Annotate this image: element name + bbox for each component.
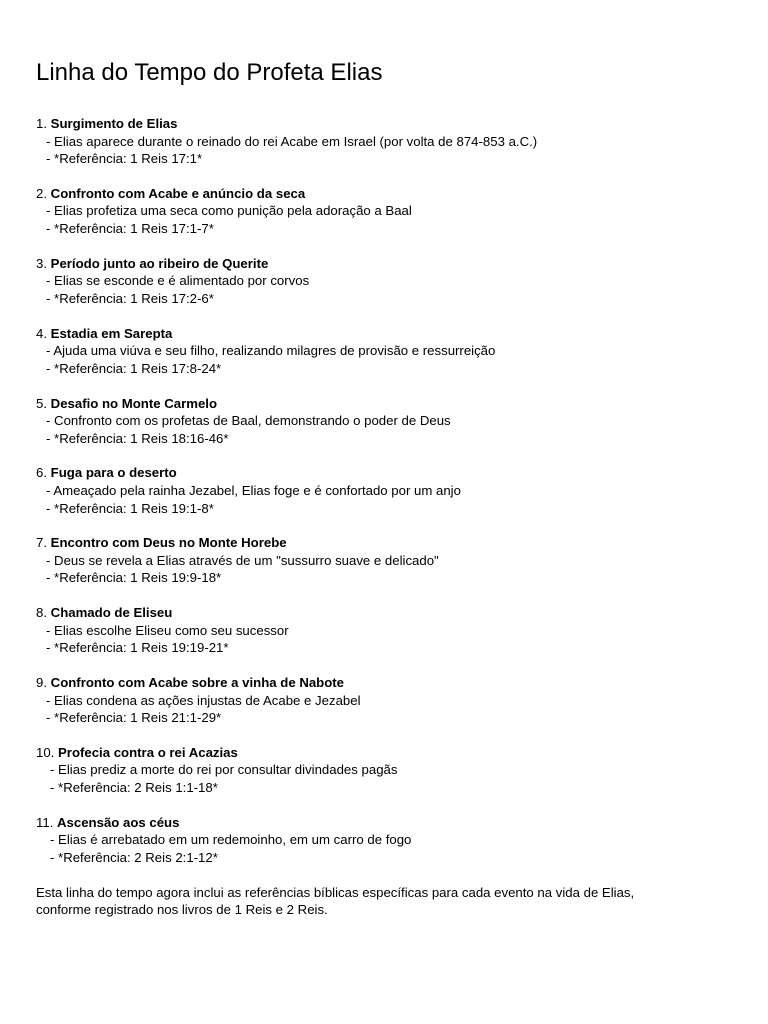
timeline-item-heading <box>36 814 732 832</box>
timeline-item-description: - Elias escolhe Eliseu como seu sucessor <box>46 622 289 638</box>
timeline-item-reference: - *Referência: 2 Reis 1:1-18* <box>50 780 218 796</box>
timeline-item-number: 3. <box>36 255 47 271</box>
timeline-item-title: Desafio no Monte Carmelo <box>50 395 218 411</box>
timeline-item-reference: - *Referência: 1 Reis 17:1-7* <box>46 221 214 237</box>
timeline-item-heading <box>36 604 732 622</box>
timeline-item <box>36 814 732 867</box>
timeline-item-heading <box>36 115 732 133</box>
timeline-item-reference: - *Referência: 1 Reis 18:16-46* <box>46 430 229 446</box>
timeline-item-heading <box>36 185 732 203</box>
timeline-item-reference: - *Referência: 1 Reis 17:1* <box>46 151 203 167</box>
timeline-item-description: - Ajuda uma viúva e seu filho, realizando milagres de provisão e ressurreição <box>46 343 496 359</box>
timeline-item-number: 5. <box>36 395 47 411</box>
timeline-item-reference: - *Referência: 1 Reis 17:2-6* <box>46 290 214 306</box>
timeline-item <box>36 464 732 517</box>
timeline-item-number: 2. <box>36 185 47 201</box>
closing-line: Esta linha do tempo agora inclui as referências bíblicas específicas para cada evento na vida de Elias, <box>36 884 635 900</box>
closing-line: conforme registrado nos livros de 1 Reis e 2 Reis. <box>36 902 328 918</box>
timeline-item-heading <box>36 534 732 552</box>
timeline-item-reference: - *Referência: 1 Reis 19:9-18* <box>46 570 222 586</box>
timeline-item-number: 6. <box>36 465 47 481</box>
timeline-item-title: Profecia contra o rei Acazias <box>58 744 238 760</box>
timeline-item-description: - Elias aparece durante o reinado do rei Acabe em Israel (por volta de 874-853 a.C.) <box>46 133 538 149</box>
timeline-item-number: 8. <box>36 605 47 621</box>
timeline-item-heading <box>36 255 732 273</box>
timeline-item-description: - Elias profetiza uma seca como punição pela adoração a Baal <box>46 203 412 219</box>
timeline-item-title: Encontro com Deus no Monte Horebe <box>50 535 287 551</box>
timeline-item <box>36 255 732 308</box>
timeline-item-title: Período junto ao ribeiro de Querite <box>50 255 269 271</box>
timeline-item-number: 1. <box>36 116 47 131</box>
timeline-item-heading <box>36 674 732 692</box>
timeline-item-number: 10. <box>36 744 55 760</box>
timeline-item-number: 4. <box>36 325 47 341</box>
timeline-item-heading <box>36 464 732 482</box>
timeline-item <box>36 115 732 168</box>
timeline-item-heading <box>36 744 732 762</box>
timeline-item <box>36 185 732 238</box>
timeline-item <box>36 674 732 727</box>
timeline-item-number: 11. <box>36 814 54 830</box>
timeline-item <box>36 604 732 657</box>
timeline-item-title: Surgimento de Elias <box>50 116 178 131</box>
timeline-item-description: - Deus se revela a Elias através de um "sussurro suave e delicado" <box>46 552 439 568</box>
timeline-list <box>36 115 732 867</box>
timeline-item-title: Confronto com Acabe e anúncio da seca <box>50 185 306 201</box>
timeline-item <box>36 395 732 448</box>
timeline-item-number: 7. <box>36 535 47 551</box>
timeline-item-description: - Elias prediz a morte do rei por consultar divindades pagãs <box>50 762 398 778</box>
timeline-item-title: Chamado de Eliseu <box>50 605 173 621</box>
timeline-item-reference: - *Referência: 1 Reis 19:1-8* <box>46 500 214 516</box>
timeline-item-reference: - *Referência: 1 Reis 17:8-24* <box>46 360 222 376</box>
closing-paragraph <box>36 884 732 919</box>
timeline-item-title: Confronto com Acabe sobre a vinha de Nabote <box>50 675 345 690</box>
timeline-item-reference: - *Referência: 1 Reis 21:1-29* <box>46 710 222 726</box>
timeline-item-heading <box>36 325 732 343</box>
timeline-item-title: Estadia em Sarepta <box>50 325 173 341</box>
timeline-item-description: - Confronto com os profetas de Baal, demonstrando o poder de Deus <box>46 413 451 429</box>
timeline-item <box>36 744 732 797</box>
timeline-item-description: - Elias se esconde e é alimentado por corvos <box>46 273 310 289</box>
timeline-item-description: - Elias é arrebatado em um redemoinho, em um carro de fogo <box>50 832 412 848</box>
page-title: Linha do Tempo do Profeta Elias <box>36 59 383 86</box>
timeline-item-reference: - *Referência: 2 Reis 2:1-12* <box>50 849 218 865</box>
timeline-item <box>36 325 732 378</box>
timeline-item-description: - Elias condena as ações injustas de Acabe e Jezabel <box>46 692 361 708</box>
timeline-item-title: Ascensão aos céus <box>57 814 180 830</box>
timeline-item-title: Fuga para o deserto <box>50 465 177 481</box>
timeline-item-description: - Ameaçado pela rainha Jezabel, Elias foge e é confortado por um anjo <box>46 482 461 498</box>
timeline-item-number: 9. <box>36 675 47 690</box>
timeline-item <box>36 534 732 587</box>
timeline-item-heading <box>36 395 732 413</box>
timeline-item-reference: - *Referência: 1 Reis 19:19-21* <box>46 640 229 656</box>
